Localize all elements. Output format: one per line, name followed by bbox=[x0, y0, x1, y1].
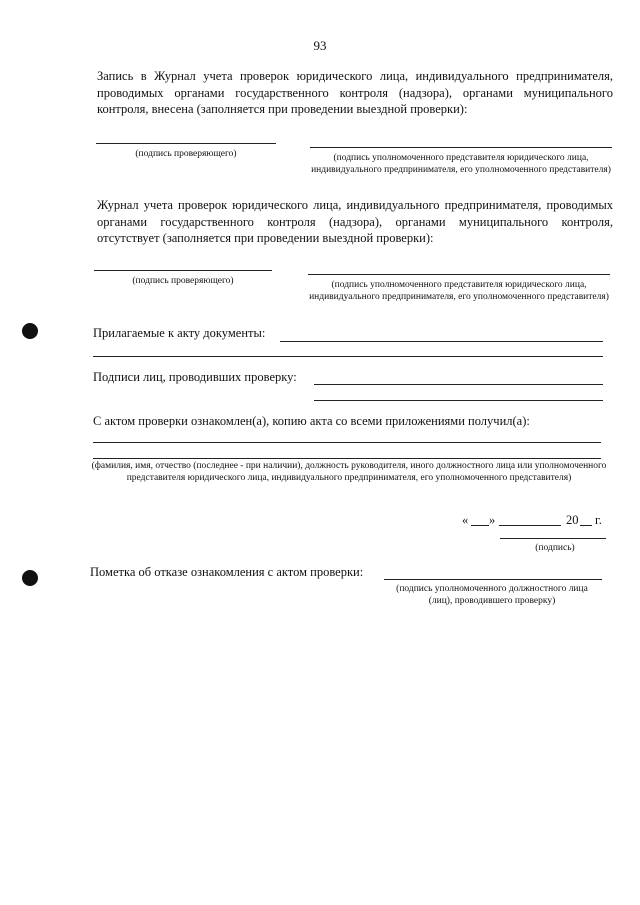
hole-punch-mark bbox=[22, 323, 38, 339]
refusal-label: Пометка об отказе ознакомления с актом проверки: bbox=[90, 565, 364, 579]
date-year-prefix: 20 bbox=[566, 513, 579, 527]
representative-signature-caption: (подпись уполномоченного представителя юридического лица, индивидуального предпринимателя, его уполномоченного представителя) bbox=[311, 153, 611, 175]
journal-entry-text: Запись в Журнал учета проверок юридического лица, индивидуального предпринимателя, проводимых органами государственного контроля (надзора), органами муниципального контроля, внесена (заполняется при проведении выездной проверки): bbox=[97, 69, 613, 116]
acquainted-line-2[interactable] bbox=[93, 458, 601, 459]
hole-punch-mark bbox=[22, 570, 38, 586]
representative-signature-line[interactable] bbox=[310, 147, 612, 148]
acquainted-line[interactable] bbox=[93, 442, 601, 443]
signatures-label: Подписи лиц, проводивших проверку: bbox=[93, 370, 297, 384]
inspector-signature-line[interactable] bbox=[96, 143, 276, 144]
signatures-line-2[interactable] bbox=[314, 400, 603, 401]
signatures-line[interactable] bbox=[314, 384, 603, 385]
attached-docs-line-2[interactable] bbox=[93, 356, 603, 357]
acquainted-label: С актом проверки ознакомлен(а), копию акта со всеми приложениями получил(а): bbox=[93, 414, 530, 428]
date-quote-close: » bbox=[489, 513, 496, 527]
representative-signature-caption-2: (подпись уполномоченного представителя юридического лица, индивидуального предпринимателя, его уполномоченного представителя) bbox=[309, 280, 609, 302]
inspector-signature-caption-2: (подпись проверяющего) bbox=[132, 276, 234, 286]
inspector-signature-line-2[interactable] bbox=[94, 270, 272, 271]
attached-docs-line[interactable] bbox=[280, 341, 603, 342]
refusal-signature-line[interactable] bbox=[384, 579, 602, 580]
page-number: 93 bbox=[313, 38, 327, 53]
date-year-field[interactable] bbox=[580, 525, 592, 526]
attached-docs-label: Прилагаемые к акту документы: bbox=[93, 326, 266, 340]
representative-signature-line-2[interactable] bbox=[308, 274, 610, 275]
date-month-field[interactable] bbox=[499, 525, 561, 526]
journal-absent-text: Журнал учета проверок юридического лица, индивидуального предпринимателя, проводимых органами государственного контроля (надзора), органами муниципального контроля, отсутствует (заполняется при проведении выездной проверки): bbox=[97, 198, 613, 245]
date-year-suffix: г. bbox=[595, 513, 602, 527]
date-day-field[interactable] bbox=[471, 525, 489, 526]
refusal-caption: (подпись уполномоченного должностного лица (лиц), проводившего проверку) bbox=[396, 584, 588, 606]
signature-caption: (подпись) bbox=[535, 543, 575, 553]
date-quote-open: « bbox=[462, 513, 469, 527]
signature-line[interactable] bbox=[500, 538, 606, 539]
inspector-signature-caption: (подпись проверяющего) bbox=[135, 149, 237, 159]
acquainted-caption: (фамилия, имя, отчество (последнее - при наличии), должность руководителя, иного должностного лица или уполномоченного представителя юридического лица, индивидуального предпринимателя, его уполномоченного представителя) bbox=[91, 461, 607, 483]
